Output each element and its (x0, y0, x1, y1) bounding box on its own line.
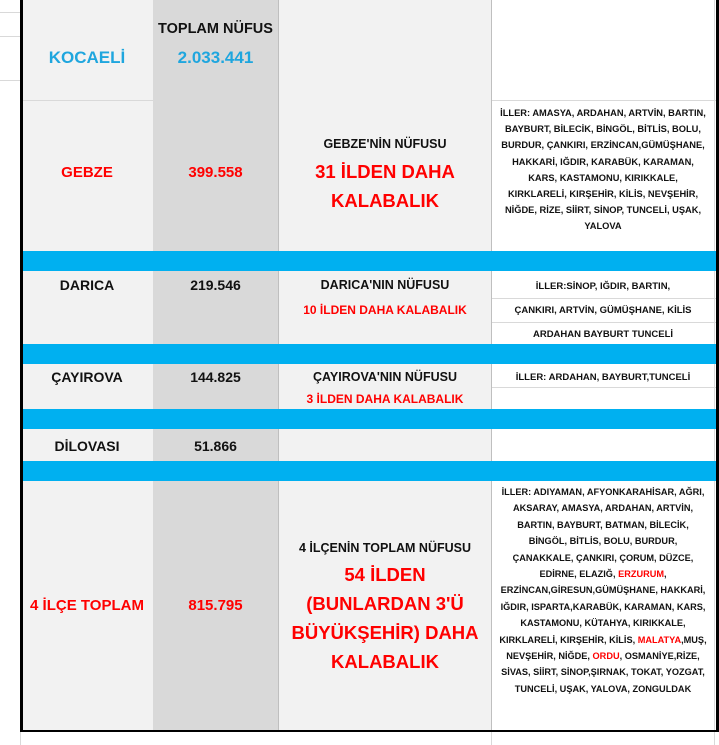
gebze-name: GEBZE (61, 163, 113, 181)
cayirova-compare-title: ÇAYIROVA'NIN NÜFUSU (313, 370, 457, 384)
dilovasi-name: DİLOVASI (54, 438, 120, 454)
total-provinces-part2: , ERZİNCAN,GİRESUN,GÜMÜŞHANE, HAKKARİ, IĞDIR, ISPARTA,KARABÜK, KARAMAN, KARS, KASTAMONU, KÜTAHYA, KIRIKKALE, KIRKLARELİ, KIRŞEHİR, KİLİS, (499, 569, 706, 645)
separator-band (21, 461, 719, 481)
grid-line (492, 298, 719, 299)
cayirova-provinces: İLLER: ARDAHAN, BAYBURT,TUNCELİ (515, 371, 691, 383)
total-provinces-part4: , OSMANİYE,RİZE, SİVAS, SİİRT, SİNOP,ŞIRNAK, TOKAT, YOZGAT, TUNCELİ, UŞAK, YALOVA, ZONGULDAK (501, 651, 705, 694)
gebze-compare-value: 31 İLDEN DAHA KALABALIK (315, 161, 455, 211)
grid-line (492, 322, 719, 323)
grid-line (492, 387, 719, 388)
grid-line (492, 100, 719, 101)
column-header: TOPLAM NÜFUS (158, 21, 273, 37)
separator-band (21, 251, 719, 271)
cayirova-compare-value: 3 İLDEN DAHA KALABALIK (306, 392, 464, 406)
total-provinces-text (498, 484, 708, 697)
kocaeli-name: KOCAELİ (48, 48, 126, 67)
darica-population: 219.546 (190, 277, 241, 293)
dilovasi-population: 51.866 (194, 438, 237, 454)
darica-provinces-line1: İLLER:SİNOP, IĞDIR, BARTIN, (535, 280, 671, 292)
total-provinces-part1: İLLER: ADIYAMAN, AFYONKARAHİSAR, AĞRI, AKSARAY, AMASYA, ARDAHAN, ARTVİN, BARTIN, BAYBURT, BATMAN, BİLECİK, BİNGÖL, BİTLİS, BOLU, BURDUR, ÇANAKKALE, ÇANKIRI, ÇORUM, DÜZCE, EDİRNE, ELAZIĞ, (501, 487, 705, 580)
total-province-list (492, 484, 714, 730)
darica-compare-value: 10 İLDEN DAHA KALABALIK (303, 303, 467, 317)
gebze-compare-title: GEBZE'NİN NÜFUSU (323, 137, 447, 151)
cayirova-population: 144.825 (190, 369, 241, 385)
grid-line (21, 100, 153, 101)
grid-line (714, 0, 715, 732)
total-provinces-malatya: MALATYA (637, 634, 682, 645)
gebze-province-list (492, 105, 714, 243)
gebze-population: 399.558 (188, 163, 243, 181)
darica-provinces-line2: ÇANKIRI, ARTVİN, GÜMÜŞHANE, KİLİS (514, 304, 692, 316)
separator-band (21, 344, 719, 364)
frame-border (21, 730, 719, 732)
separator-band (21, 409, 719, 429)
darica-provinces-line3: ARDAHAN BAYBURT TUNCELİ (532, 328, 674, 340)
cayirova-name: ÇAYIROVA (51, 369, 123, 385)
darica-compare-title: DARICA'NIN NÜFUSU (320, 278, 450, 292)
total-provinces-erzurum: ERZURUM (618, 569, 664, 580)
total-provinces-ordu: ORDU (592, 651, 620, 662)
grid-line (278, 0, 279, 732)
total-population: 815.795 (188, 596, 243, 614)
kocaeli-population: 2.033.441 (177, 48, 254, 67)
total-compare-title: 4 İLÇENİN TOPLAM NÜFUSU (299, 541, 471, 555)
darica-name: DARICA (59, 277, 115, 293)
gebze-provinces-text: İLLER: AMASYA, ARDAHAN, ARTVİN, BARTIN, BAYBURT, BİLECİK, BİNGÖL, BİTLİS, BOLU, BURDUR, ÇANKIRI, ERZİNCAN,GÜMÜŞHANE, HAKKARİ, IĞDIR, KARABÜK, KARAMAN, KARS, KASTAMONU, KIRIKKALE, KIRKLARELİ, KIRŞEHİR, KİLİS, NEVŞEHİR, NİĞDE, RİZE, SİİRT, SİNOP, TUNCELİ, UŞAK, YALOVA (500, 108, 706, 232)
total-name: 4 İLÇE TOPLAM (30, 596, 144, 614)
total-provinces-part3: ,MUŞ, NEVŞEHİR, NİĞDE, (506, 634, 707, 662)
total-compare-value: 54 İLDEN (BUNLARDAN 3'Ü BÜYÜKŞEHİR) DAHA KALABALIK (291, 564, 479, 672)
